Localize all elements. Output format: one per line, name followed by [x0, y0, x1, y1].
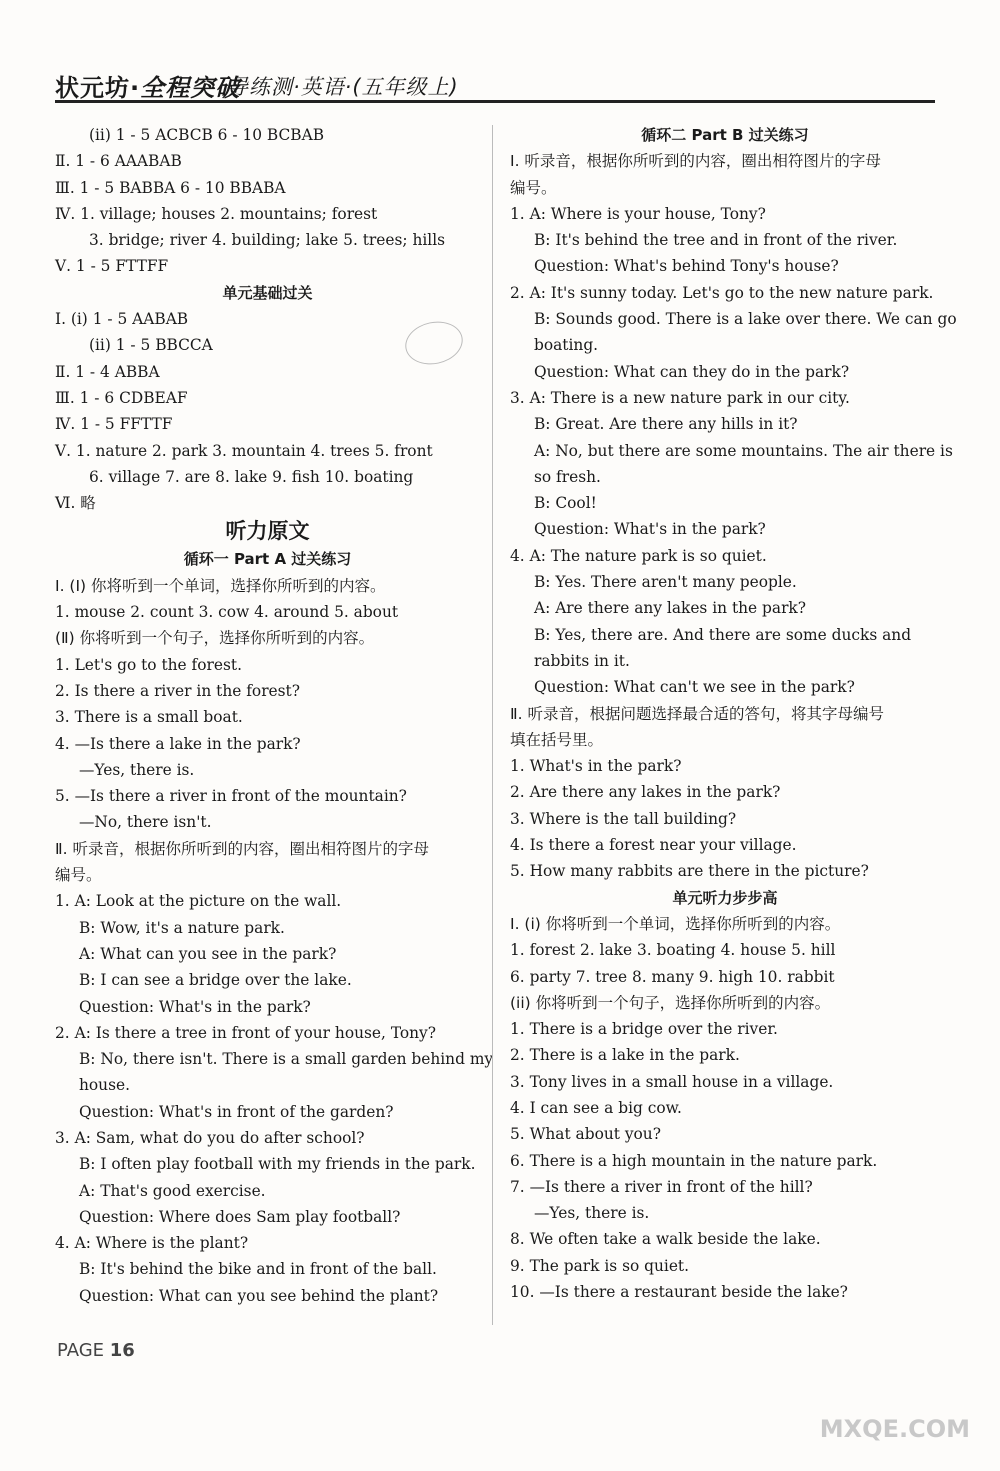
text-line: 2. Is there a river in the forest?	[55, 681, 300, 700]
text-line: (ii) 1 - 5 ACBCB 6 - 10 BCBAB	[89, 126, 325, 144]
text-line: 10. —Is there a restaurant beside the lake?	[510, 1283, 848, 1302]
column-divider	[492, 125, 493, 1325]
text-line: Question: What can you see behind the plant?	[79, 1286, 439, 1305]
text-line: 1. What's in the park?	[510, 757, 682, 776]
text-line: house.	[79, 1076, 130, 1095]
text-line: Ⅰ. (Ⅰ) 你将听到一个单词，选择你所听到的内容。	[55, 576, 386, 595]
text-line: Ⅳ. 1 - 5 FFTTF	[55, 415, 173, 434]
section-title: 听力原文	[225, 519, 310, 544]
text-line: Ⅴ. 1 - 5 FTTFF	[55, 257, 169, 276]
text-line: 5. —Is there a river in front of the mountain?	[55, 787, 407, 806]
page-header	[55, 68, 935, 104]
text-line: Ⅱ. 听录音，根据你所听到的内容，圈出相符图片的字母	[55, 839, 429, 858]
text-line: Question: Where does Sam play football?	[79, 1207, 401, 1226]
text-line: —Yes, there is.	[79, 760, 195, 779]
right-column	[510, 122, 957, 1305]
text-line: A: Are there any lakes in the park?	[534, 599, 807, 618]
text-line: Question: What can they do in the park?	[534, 362, 850, 381]
text-line: 4. A: Where is the plant?	[55, 1234, 249, 1253]
text-line: 1. A: Where is your house, Tony?	[510, 204, 766, 223]
left-column	[55, 122, 494, 1309]
text-line: 9. The park is so quiet.	[510, 1256, 689, 1275]
text-line: B: I often play football with my friends in the park.	[79, 1155, 476, 1174]
text-line: Question: What's behind Tony's house?	[534, 257, 839, 276]
text-line: B: Yes, there are. And there are some ducks and	[534, 625, 912, 644]
text-line: Question: What's in the park?	[79, 997, 311, 1016]
text-line: 6. party 7. tree 8. many 9. high 10. rabbit	[510, 967, 835, 986]
text-line: 3. There is a small boat.	[55, 708, 243, 727]
section-title: 循环二 Part B 过关练习	[641, 126, 809, 144]
text-line: B: Wow, it's a nature park.	[79, 918, 285, 937]
text-line: B: Great. Are there any hills in it?	[534, 415, 798, 434]
text-line: —No, there isn't.	[79, 813, 212, 832]
text-line: 5. How many rabbits are there in the picture?	[510, 862, 869, 881]
text-line: 3. A: Sam, what do you do after school?	[55, 1128, 365, 1147]
header-rule	[55, 100, 935, 103]
text-line: B: Yes. There aren't many people.	[534, 573, 797, 592]
text-line: 2. A: It's sunny today. Let's go to the new nature park.	[510, 283, 934, 302]
text-line: 3. bridge; river 4. building; lake 5. trees; hills	[89, 231, 446, 250]
text-line: 4. A: The nature park is so quiet.	[510, 546, 767, 565]
text-line: 8. We often take a walk beside the lake.	[510, 1230, 821, 1249]
book-subtitle: 导练测·英语·(五年级上)	[227, 75, 459, 99]
text-line: 1. mouse 2. count 3. cow 4. around 5. about	[55, 603, 399, 622]
text-line: Ⅲ. 1 - 5 BABBA 6 - 10 BBABA	[55, 178, 286, 197]
text-line: Ⅱ. 听录音，根据问题选择最合适的答句，将其字母编号	[510, 704, 884, 723]
section-title: 单元听力步步高	[672, 888, 778, 907]
page-number: 16	[109, 1340, 135, 1361]
text-line: B: I can see a bridge over the lake.	[79, 971, 352, 990]
text-line: 1. There is a bridge over the river.	[510, 1020, 778, 1039]
text-line: Ⅱ. 1 - 4 ABBA	[55, 362, 160, 381]
text-line: 编号。	[55, 866, 102, 885]
text-line: (ii) 1 - 5 BBCCA	[89, 336, 213, 355]
text-line: Ⅰ. (i) 你将听到一个单词，选择你所听到的内容。	[510, 914, 841, 933]
page-label: PAGE	[57, 1340, 105, 1361]
text-line: 1. Let's go to the forest.	[55, 655, 242, 674]
text-line: B: No, there isn't. There is a small garden behind my	[79, 1050, 494, 1069]
text-line: 3. A: There is a new nature park in our city.	[510, 388, 850, 407]
text-line: Question: What's in front of the garden?	[79, 1102, 394, 1121]
text-line: A: No, but there are some mountains. The air there is	[534, 441, 953, 460]
section-title: 循环一 Part A 过关练习	[183, 550, 352, 569]
text-line: (ii) 你将听到一个句子，选择你所听到的内容。	[510, 993, 831, 1012]
text-line: B: Sounds good. There is a lake over there. We can go	[534, 310, 957, 329]
text-line: so fresh.	[534, 467, 601, 486]
text-line: 4. —Is there a lake in the park?	[55, 734, 301, 753]
text-line: Ⅰ. (i) 1 - 5 AABAB	[55, 310, 189, 329]
text-line: 2. Are there any lakes in the park?	[510, 783, 781, 802]
text-line: 6. village 7. are 8. lake 9. fish 10. boating	[89, 467, 414, 486]
text-line: 3. Tony lives in a small house in a village.	[510, 1072, 834, 1091]
text-line: Ⅴ. 1. nature 2. park 3. mountain 4. trees 5. front	[55, 441, 433, 460]
text-line: 5. What about you?	[510, 1125, 661, 1144]
text-line: Question: What can't we see in the park?	[534, 678, 855, 697]
text-line: 7. —Is there a river in front of the hill?	[510, 1177, 813, 1196]
text-line: (Ⅱ) 你将听到一个句子，选择你所听到的内容。	[55, 629, 375, 648]
text-line: Ⅵ. 略	[55, 494, 96, 513]
text-line: 4. I can see a big cow.	[510, 1098, 682, 1117]
text-line: B: It's behind the tree and in front of the river.	[534, 231, 898, 250]
text-line: Ⅳ. 1. village; houses 2. mountains; forest	[55, 204, 378, 223]
text-line: A: That's good exercise.	[79, 1181, 266, 1200]
watermark-logo: MXQE.COM	[819, 1415, 970, 1443]
text-line: —Yes, there is.	[534, 1204, 650, 1223]
text-line: 编号。	[510, 178, 557, 197]
text-line: 1. A: Look at the picture on the wall.	[55, 892, 342, 911]
section-title: 单元基础过关	[222, 283, 313, 302]
text-line: 填在括号里。	[510, 730, 604, 749]
text-line: 2. A: Is there a tree in front of your house, Tony?	[55, 1023, 437, 1042]
text-line: 1. forest 2. lake 3. boating 4. house 5. hill	[510, 941, 836, 960]
text-line: Question: What's in the park?	[534, 520, 766, 539]
text-line: 4. Is there a forest near your village.	[510, 836, 797, 855]
text-line: A: What can you see in the park?	[79, 944, 337, 963]
text-line: 3. Where is the tall building?	[510, 809, 737, 828]
text-line: B: It's behind the bike and in front of the ball.	[79, 1260, 437, 1279]
brand-title: 状元坊·全程突破	[55, 74, 241, 102]
text-line: 2. There is a lake in the park.	[510, 1046, 740, 1065]
text-line: B: Cool!	[534, 494, 597, 513]
text-line: Ⅲ. 1 - 6 CDBEAF	[55, 388, 188, 407]
page-footer	[57, 1340, 135, 1361]
text-line: boating.	[534, 336, 599, 355]
text-line: 6. There is a high mountain in the nature park.	[510, 1151, 878, 1170]
text-line: Ⅱ. 1 - 6 AAABAB	[55, 152, 182, 171]
text-line: Ⅰ. 听录音，根据你所听到的内容，圈出相符图片的字母	[510, 152, 881, 171]
text-line: rabbits in it.	[534, 651, 630, 670]
